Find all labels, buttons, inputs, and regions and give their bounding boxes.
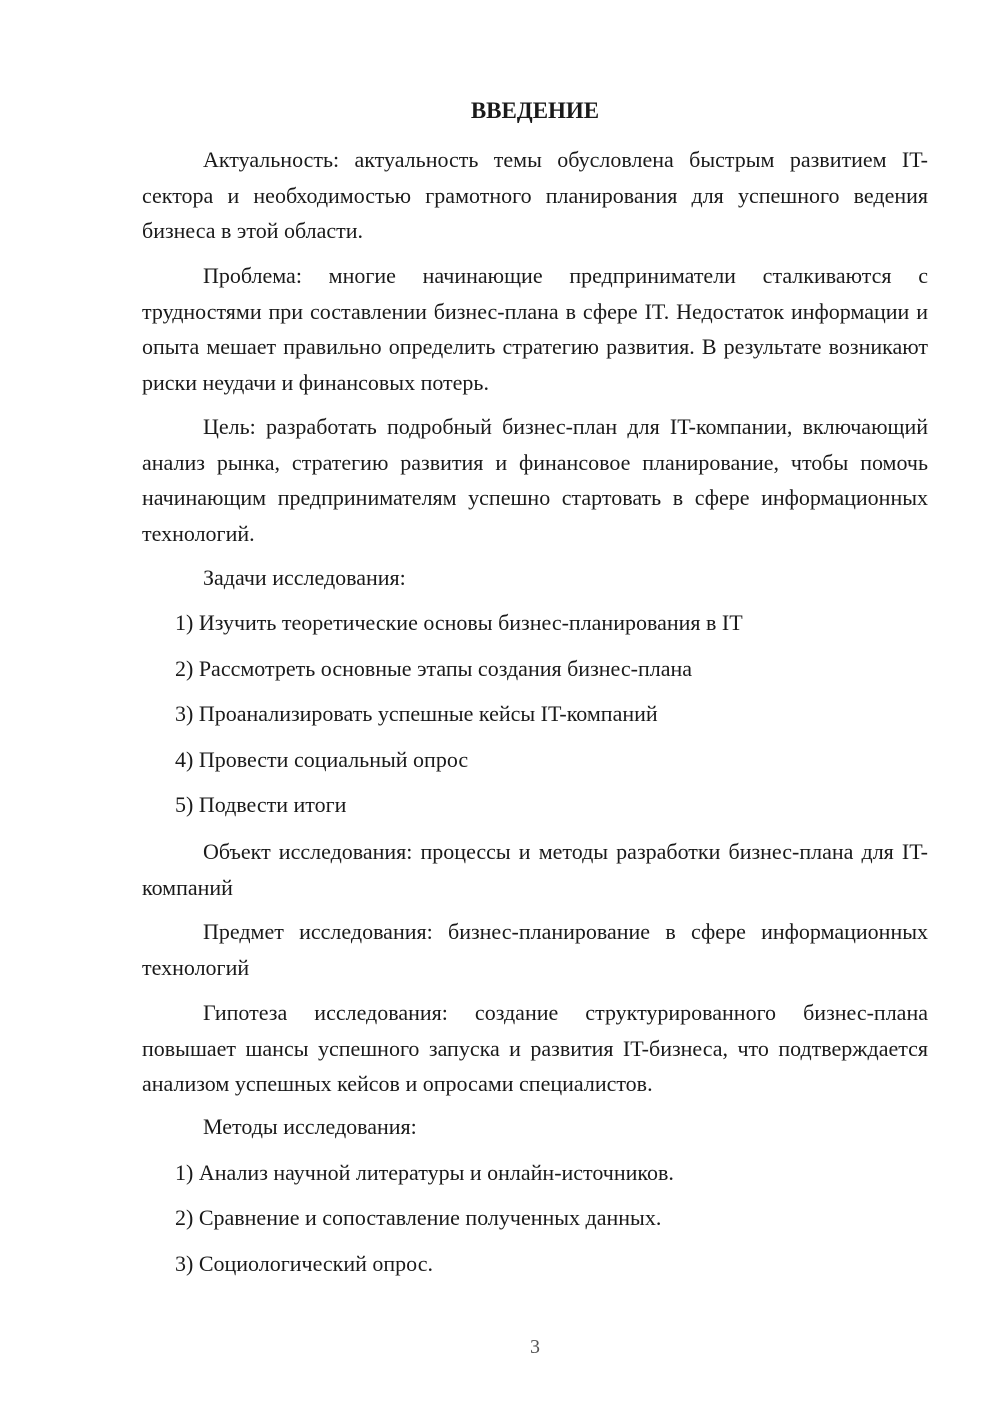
task-item-3: 3) Проанализировать успешные кейсы IT-компаний: [175, 701, 658, 726]
task-item-2: 2) Рассмотреть основные этапы создания бизнес-плана: [175, 656, 692, 681]
task-item-1: 1) Изучить теоретические основы бизнес-планирования в IT: [175, 610, 743, 635]
tasks-title: Задачи исследования:: [203, 565, 406, 590]
paragraph-hypothesis: Гипотеза исследования: создание структурированного бизнес-плана повышает шансы успешного запуска и развития IT-бизнеса, что подтверждается анализом успешных кейсов и опросами специалистов.: [142, 1000, 928, 1096]
task-item-4: 4) Провести социальный опрос: [175, 747, 469, 772]
paragraph-problem: Проблема: многие начинающие предприниматели сталкиваются с трудностями при составлении бизнес-плана в сфере IT. Недостаток информации и опыта мешает правильно определить стратегию развития. В результате возникают риски неудачи и финансовых потерь.: [142, 263, 928, 395]
paragraph-object: Объект исследования: процессы и методы разработки бизнес-плана для IT-компаний: [142, 839, 928, 900]
page-number: 3: [530, 1336, 540, 1358]
method-item-3: 3) Социологический опрос.: [175, 1251, 433, 1276]
task-item-5: 5) Подвести итоги: [175, 792, 347, 817]
method-item-2: 2) Сравнение и сопоставление полученных данных.: [175, 1205, 662, 1230]
section-heading: ВВЕДЕНИЕ: [470, 98, 600, 123]
methods-title: Методы исследования:: [203, 1114, 417, 1139]
paragraph-relevance: Актуальность: актуальность темы обусловлена быстрым развитием IT-сектора и необходимостью грамотного планирования для успешного ведения бизнеса в этой области.: [142, 147, 928, 243]
paragraph-goal: Цель: разработать подробный бизнес-план для IT-компании, включающий анализ рынка, стратегию развития и финансовое планирование, чтобы помочь начинающим предпринимателям успешно стартовать в сфере информационных технологий.: [142, 414, 928, 546]
paragraph-subject: Предмет исследования: бизнес-планирование в сфере информационных технологий: [142, 919, 928, 980]
method-item-1: 1) Анализ научной литературы и онлайн-источников.: [175, 1160, 674, 1185]
